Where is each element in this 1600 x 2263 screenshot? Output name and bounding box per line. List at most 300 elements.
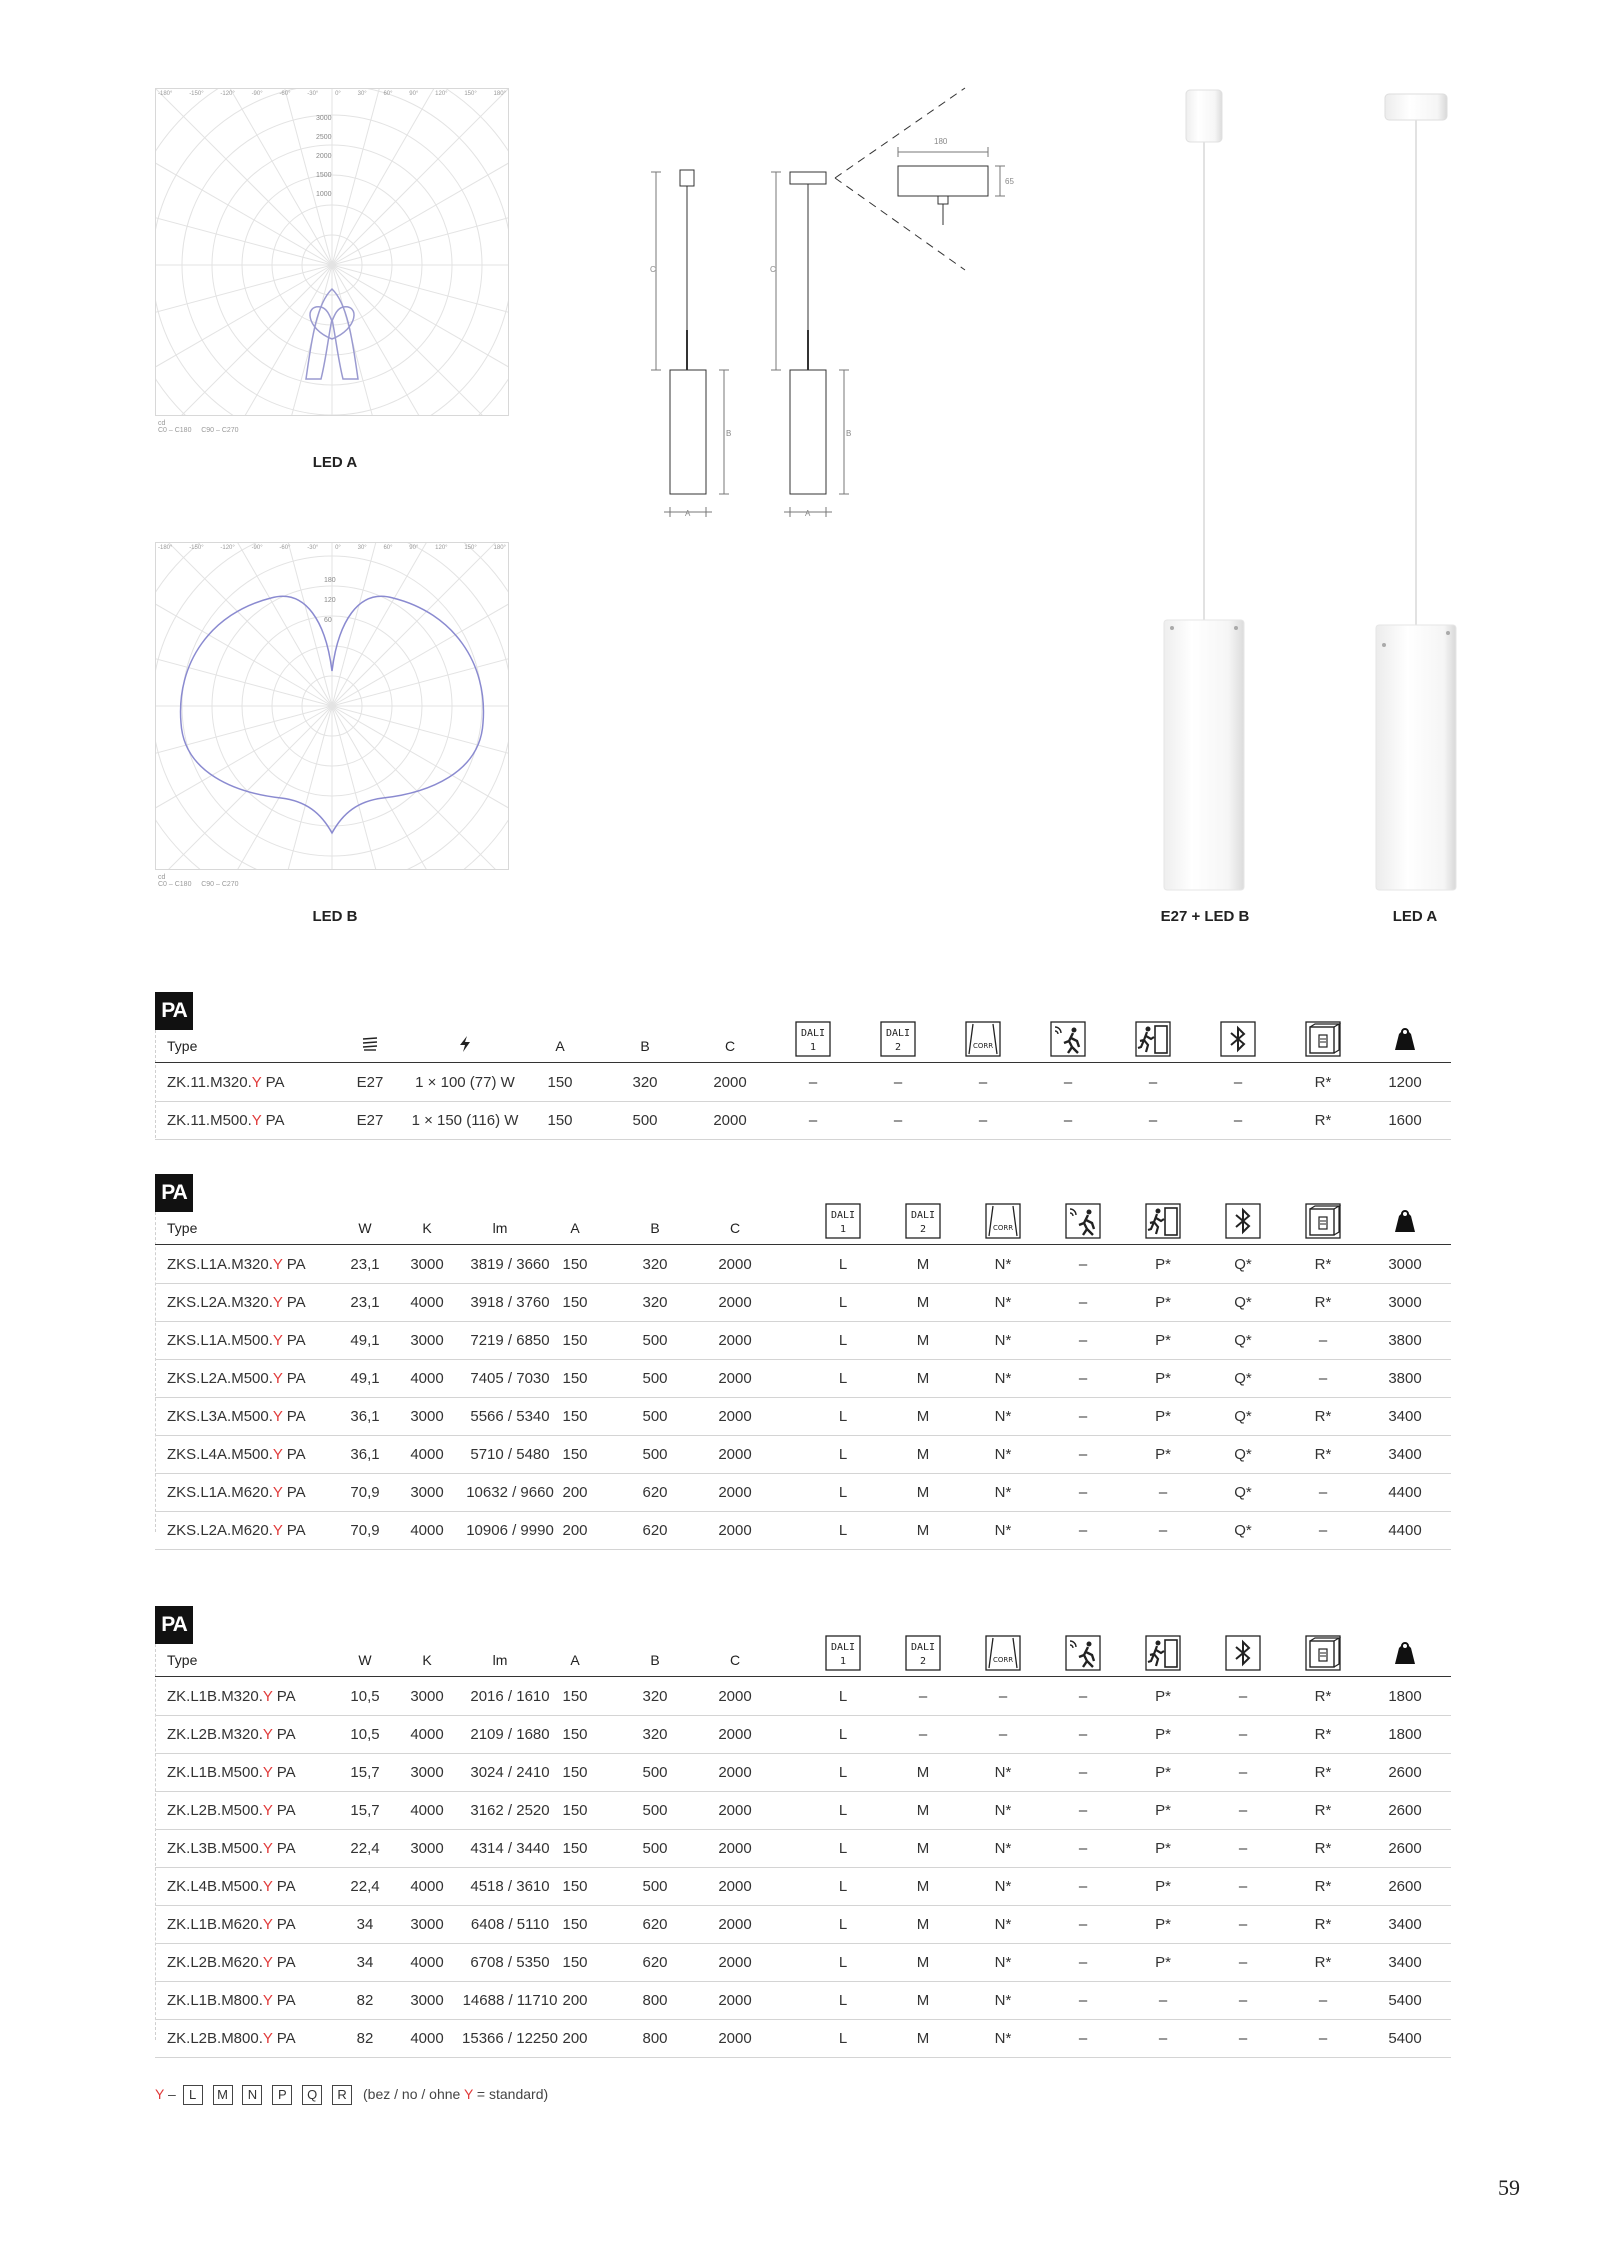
table-row — [155, 1867, 1451, 1906]
type-code — [167, 1332, 306, 1349]
cell-sensor: – — [1078, 1764, 1088, 1781]
cell-b: 500 — [642, 1370, 668, 1387]
cell-sensor: – — [1078, 1522, 1088, 1539]
cell-dali1: L — [838, 1294, 848, 1311]
cell-dali1: – — [808, 1112, 818, 1129]
technical-drawing — [640, 80, 1020, 520]
legend-item: C90 – C270 — [201, 881, 239, 888]
pa-badge: PA — [155, 1174, 193, 1212]
weight-icon — [1390, 1635, 1420, 1671]
cell-a: 150 — [547, 1112, 573, 1129]
dim-height: 65 — [1005, 177, 1014, 186]
cell-k: 3000 — [410, 1916, 444, 1933]
type-code-pre: ZK.L2B.M320. — [167, 1726, 263, 1743]
type-code-y: Y — [262, 1764, 273, 1781]
cell-dali2: M — [916, 1802, 930, 1819]
cell-box: R* — [1314, 1916, 1332, 1933]
svg-text:DALI: DALI — [800, 1028, 826, 1039]
col-c: C — [724, 1038, 736, 1054]
polar-angle: -120° — [220, 545, 235, 551]
variant-box: Q — [302, 2085, 322, 2105]
cell-sensor: – — [1078, 1954, 1088, 1971]
cell-bluetooth: Q* — [1234, 1294, 1252, 1311]
cell-box: R* — [1314, 1764, 1332, 1781]
cell-corr: N* — [994, 1916, 1012, 1933]
cell-k: 4000 — [410, 1878, 444, 1895]
cell-dali1: L — [838, 1332, 848, 1349]
dali-2-icon — [905, 1635, 941, 1671]
cell-w: 10,5 — [350, 1688, 380, 1705]
table-header — [155, 1632, 1451, 1677]
dali-1-icon — [795, 1021, 831, 1057]
cell-corr: N* — [994, 1522, 1012, 1539]
cell-b: 620 — [642, 1916, 668, 1933]
dim-a-right: A — [805, 509, 811, 518]
cell-dali1: L — [838, 1992, 848, 2009]
table-row — [155, 1981, 1451, 2020]
polar-angle: 90° — [409, 91, 419, 97]
type-code — [167, 1916, 296, 1933]
cell-sensor: – — [1063, 1074, 1073, 1091]
battery-box-icon — [1305, 1635, 1341, 1671]
cell-corr: N* — [994, 1256, 1012, 1273]
polar-angle: -30° — [307, 545, 319, 551]
type-code-post: PA — [261, 1074, 285, 1091]
type-code-post: PA — [272, 1802, 296, 1819]
table-row — [155, 1943, 1451, 1982]
cell-c: 2000 — [718, 1332, 752, 1349]
table-e27 — [155, 992, 1451, 1152]
cell-k: 3000 — [410, 1408, 444, 1425]
pa-badge: PA — [155, 1606, 193, 1644]
cell-k: 3000 — [410, 1256, 444, 1273]
cell-dali2: M — [916, 1256, 930, 1273]
cell-box: – — [1318, 1332, 1328, 1349]
cell-w: 34 — [356, 1916, 374, 1933]
type-code-pre: ZK.L1B.M320. — [167, 1688, 263, 1705]
cell-b: 620 — [642, 1522, 668, 1539]
type-code-post: PA — [272, 1954, 296, 1971]
cell-w: 22,4 — [350, 1840, 380, 1857]
variant-box: N — [242, 2085, 262, 2105]
cell-weight: 4400 — [1388, 1522, 1422, 1539]
cell-k: 3000 — [410, 1992, 444, 2009]
table-led-b — [155, 1606, 1451, 2076]
cell-b: 320 — [642, 1726, 668, 1743]
cell-sensor: – — [1078, 1688, 1088, 1705]
cell-weight: 2600 — [1388, 1764, 1422, 1781]
type-code-y: Y — [262, 1840, 273, 1857]
col-c: C — [729, 1220, 741, 1236]
col-type: Type — [167, 1038, 198, 1054]
table-row — [155, 1283, 1451, 1322]
col-b: B — [650, 1220, 660, 1236]
type-code-pre: ZKS.L1A.M500. — [167, 1332, 273, 1349]
cell-exit: P* — [1155, 1332, 1171, 1349]
cell-weight: 3800 — [1388, 1370, 1422, 1387]
cell-corr: – — [978, 1074, 988, 1091]
cell-dali1: L — [838, 1446, 848, 1463]
type-code-y: Y — [272, 1332, 283, 1349]
emergency-exit-icon — [1145, 1635, 1181, 1671]
cell-weight: 1600 — [1388, 1112, 1422, 1129]
cell-exit: P* — [1155, 1688, 1171, 1705]
polar-legend-b — [158, 874, 239, 888]
dali-2-icon — [880, 1021, 916, 1057]
cell-exit: – — [1148, 1074, 1158, 1091]
polar-unit: cd — [158, 420, 166, 427]
corridor-icon — [965, 1021, 1001, 1057]
cell-dali2: M — [916, 1446, 930, 1463]
cell-weight: 1800 — [1388, 1688, 1422, 1705]
type-code-post: PA — [282, 1370, 306, 1387]
svg-text:DALI: DALI — [830, 1210, 856, 1221]
type-code — [167, 1294, 306, 1311]
legend-item: C0 – C180 — [158, 881, 192, 888]
cell-a: 150 — [562, 1802, 588, 1819]
cell-b: 500 — [642, 1802, 668, 1819]
emergency-exit-icon — [1135, 1021, 1171, 1057]
footnote-dash: – — [164, 2086, 176, 2102]
cell-w: 49,1 — [350, 1332, 380, 1349]
cell-box: – — [1318, 1992, 1328, 2009]
footnote-text: (bez / no / ohne — [363, 2086, 464, 2102]
cell-exit: – — [1158, 1522, 1168, 1539]
cell-a: 150 — [562, 1954, 588, 1971]
cell-sensor: – — [1078, 1256, 1088, 1273]
cell-lm: 10632 / 9660 — [466, 1484, 554, 1501]
polar-angle: 120° — [435, 91, 448, 97]
cell-sensor: – — [1078, 1916, 1088, 1933]
table-row — [155, 1321, 1451, 1360]
type-code — [167, 1522, 306, 1539]
cell-k: 3000 — [410, 1332, 444, 1349]
cell-c: 2000 — [718, 1726, 752, 1743]
dim-b-left: B — [726, 429, 732, 438]
cell-bluetooth: – — [1233, 1112, 1243, 1129]
cell-c: 2000 — [718, 1764, 752, 1781]
type-code-y: Y — [262, 1802, 273, 1819]
cell-exit: P* — [1155, 1294, 1171, 1311]
cell-c: 2000 — [718, 1992, 752, 2009]
cell-lm: 3819 / 3660 — [470, 1256, 550, 1273]
cell-dali1: L — [838, 1802, 848, 1819]
table-row — [155, 1677, 1451, 1716]
table-row — [155, 1905, 1451, 1944]
product-caption-right: LED A — [1392, 908, 1438, 925]
cell-sensor: – — [1078, 1802, 1088, 1819]
cell-lm: 2016 / 1610 — [470, 1688, 550, 1705]
cell-sensor: – — [1078, 1840, 1088, 1857]
polar-angle: -90° — [251, 545, 263, 551]
cell-bluetooth: – — [1233, 1074, 1243, 1091]
cell-c: 2000 — [718, 1878, 752, 1895]
dali-1-icon — [825, 1203, 861, 1239]
cell-a: 150 — [562, 1688, 588, 1705]
bluetooth-icon — [1225, 1203, 1261, 1239]
table-row — [155, 1397, 1451, 1436]
type-code — [167, 1446, 306, 1463]
cell-exit: – — [1158, 2030, 1168, 2047]
table-row — [155, 1829, 1451, 1868]
polar-value: 2000 — [316, 153, 332, 160]
cell-b: 620 — [642, 1954, 668, 1971]
svg-text:CORR: CORR — [992, 1656, 1014, 1664]
polar-angle: -60° — [279, 91, 291, 97]
type-code — [167, 1408, 306, 1425]
variant-footnote — [155, 2085, 548, 2105]
type-code-pre: ZK.11.M320. — [167, 1074, 252, 1091]
cell-box: R* — [1314, 1408, 1332, 1425]
cell-lm: 15366 / 12250 — [462, 2030, 558, 2047]
type-code — [167, 1954, 296, 1971]
polar-value: 60 — [324, 617, 332, 624]
cell-corr: N* — [994, 1332, 1012, 1349]
cell-exit: – — [1158, 1992, 1168, 2009]
cell-box: R* — [1314, 1446, 1332, 1463]
cell-w: 22,4 — [350, 1878, 380, 1895]
cell-exit: – — [1158, 1484, 1168, 1501]
type-code-post: PA — [272, 1878, 296, 1895]
cell-box: – — [1318, 2030, 1328, 2047]
table-row — [155, 1715, 1451, 1754]
table-led-a — [155, 1174, 1451, 1564]
cell-corr: – — [998, 1688, 1008, 1705]
col-a: A — [570, 1652, 580, 1668]
cell-bluetooth: – — [1238, 1764, 1248, 1781]
type-code-y: Y — [272, 1370, 283, 1387]
product-caption-left: E27 + LED B — [1160, 908, 1250, 925]
bluetooth-icon — [1225, 1635, 1261, 1671]
type-code-post: PA — [282, 1332, 306, 1349]
polar-angle: -60° — [279, 545, 291, 551]
power-icon — [445, 1035, 485, 1056]
cell-lm: 7219 / 6850 — [470, 1332, 550, 1349]
cell-dali1: L — [838, 1484, 848, 1501]
cell-k: 4000 — [410, 1294, 444, 1311]
type-code-y: Y — [272, 1446, 283, 1463]
polar-angle: 60° — [383, 545, 393, 551]
cell-c: 2000 — [718, 1802, 752, 1819]
col-k: K — [422, 1220, 432, 1236]
cell-box: R* — [1314, 1840, 1332, 1857]
footnote-text-end: = standard) — [473, 2086, 549, 2102]
variant-box: M — [213, 2085, 233, 2105]
cell-a: 200 — [562, 1522, 588, 1539]
cell-box: R* — [1314, 1688, 1332, 1705]
svg-text:1: 1 — [839, 1656, 847, 1667]
type-code — [167, 1726, 296, 1743]
cell-box: – — [1318, 1484, 1328, 1501]
cell-weight: 3800 — [1388, 1332, 1422, 1349]
cell-exit: P* — [1155, 1954, 1171, 1971]
type-code-post: PA — [272, 1764, 296, 1781]
cell-exit: – — [1148, 1112, 1158, 1129]
cell-sensor: – — [1078, 1446, 1088, 1463]
table-row — [155, 1063, 1451, 1102]
cell-bluetooth: Q* — [1234, 1446, 1252, 1463]
cell-a: 150 — [562, 1446, 588, 1463]
polar-angle: -180° — [158, 545, 173, 551]
cell-w: 15,7 — [350, 1802, 380, 1819]
cell-c: 2000 — [718, 1370, 752, 1387]
table-row — [155, 1101, 1451, 1140]
table-row — [155, 1245, 1451, 1284]
cell-power: 1 × 100 (77) W — [415, 1074, 515, 1091]
cell-sensor: – — [1078, 1294, 1088, 1311]
cell-w: 70,9 — [350, 1484, 380, 1501]
polar-angle: -30° — [307, 91, 319, 97]
cell-dali2: M — [916, 1992, 930, 2009]
cell-lm: 5566 / 5340 — [470, 1408, 550, 1425]
type-code — [167, 1256, 306, 1273]
type-code-y: Y — [262, 1916, 273, 1933]
cell-dali2: M — [916, 1764, 930, 1781]
polar-angle: 30° — [357, 91, 367, 97]
type-code — [167, 1802, 296, 1819]
cell-bluetooth: – — [1238, 1992, 1248, 2009]
cell-k: 3000 — [410, 1484, 444, 1501]
type-code-post: PA — [272, 1992, 296, 2009]
type-code-y: Y — [262, 2030, 273, 2047]
footnote-y: Y — [155, 2086, 165, 2102]
weight-icon — [1390, 1021, 1420, 1057]
cell-k: 3000 — [410, 1764, 444, 1781]
legend-item: C90 – C270 — [201, 427, 239, 434]
cell-bluetooth: Q* — [1234, 1484, 1252, 1501]
type-code-pre: ZKS.L1A.M320. — [167, 1256, 273, 1273]
type-code-y: Y — [262, 1878, 273, 1895]
cell-a: 150 — [547, 1074, 573, 1091]
cell-b: 320 — [642, 1294, 668, 1311]
type-code — [167, 1764, 296, 1781]
cell-c: 2000 — [718, 1294, 752, 1311]
legend-item: C0 – C180 — [158, 427, 192, 434]
polar-angle: 180° — [493, 545, 506, 551]
cell-socket: E27 — [356, 1074, 384, 1091]
cell-a: 200 — [562, 1992, 588, 2009]
svg-text:2: 2 — [919, 1224, 927, 1235]
cell-b: 500 — [642, 1878, 668, 1895]
col-k: K — [422, 1652, 432, 1668]
cell-weight: 5400 — [1388, 1992, 1422, 2009]
cell-b: 500 — [642, 1840, 668, 1857]
cell-k: 4000 — [410, 1954, 444, 1971]
cell-a: 150 — [562, 1294, 588, 1311]
motion-sensor-icon — [1065, 1635, 1101, 1671]
col-b: B — [650, 1652, 660, 1668]
cell-c: 2000 — [718, 1484, 752, 1501]
cell-k: 3000 — [410, 1840, 444, 1857]
type-code-y: Y — [272, 1256, 283, 1273]
cell-dali1: – — [808, 1074, 818, 1091]
polar-value: 2500 — [316, 134, 332, 141]
cell-b: 500 — [642, 1408, 668, 1425]
cell-weight: 1200 — [1388, 1074, 1422, 1091]
type-code-pre: ZKS.L3A.M500. — [167, 1408, 273, 1425]
cell-corr: N* — [994, 1802, 1012, 1819]
col-lm: lm — [492, 1220, 508, 1236]
table-row — [155, 1473, 1451, 1512]
polar-angle: -90° — [251, 91, 263, 97]
type-code-post: PA — [282, 1522, 306, 1539]
cell-dali2: – — [893, 1112, 903, 1129]
svg-text:DALI: DALI — [830, 1642, 856, 1653]
cell-w: 15,7 — [350, 1764, 380, 1781]
cell-b: 500 — [642, 1332, 668, 1349]
type-code-y: Y — [262, 1954, 273, 1971]
cell-dali2: M — [916, 1840, 930, 1857]
cell-w: 23,1 — [350, 1256, 380, 1273]
cell-lm: 6708 / 5350 — [470, 1954, 550, 1971]
pa-badge: PA — [155, 992, 193, 1030]
cell-dali2: – — [918, 1688, 928, 1705]
dim-c-right: C — [770, 265, 776, 274]
svg-text:DALI: DALI — [885, 1028, 911, 1039]
cell-corr: N* — [994, 1840, 1012, 1857]
cell-box: R* — [1314, 1112, 1332, 1129]
cell-box: R* — [1314, 1074, 1332, 1091]
table-row — [155, 1791, 1451, 1830]
type-code-pre: ZK.L2B.M620. — [167, 1954, 263, 1971]
cell-b: 320 — [642, 1688, 668, 1705]
cell-lm: 3024 / 2410 — [470, 1764, 550, 1781]
cell-lm: 3918 / 3760 — [470, 1294, 550, 1311]
cell-box: R* — [1314, 1802, 1332, 1819]
dim-b-right: B — [846, 429, 852, 438]
col-a: A — [570, 1220, 580, 1236]
type-code — [167, 1112, 285, 1129]
type-code-post: PA — [282, 1294, 306, 1311]
cell-corr: – — [978, 1112, 988, 1129]
page-number: 59 — [1498, 2175, 1520, 2200]
cell-dali2: M — [916, 1332, 930, 1349]
battery-box-icon — [1305, 1203, 1341, 1239]
cell-exit: P* — [1155, 1446, 1171, 1463]
variant-box: P — [272, 2085, 292, 2105]
type-code-pre: ZK.L2B.M500. — [167, 1802, 263, 1819]
cell-b: 800 — [642, 1992, 668, 2009]
cell-exit: P* — [1155, 1726, 1171, 1743]
cell-w: 36,1 — [350, 1408, 380, 1425]
type-code-pre: ZK.L1B.M800. — [167, 1992, 263, 2009]
product-photo-e27-led-b — [1150, 80, 1270, 900]
cell-lm: 5710 / 5480 — [470, 1446, 550, 1463]
cell-b: 320 — [632, 1074, 658, 1091]
table-row — [155, 1435, 1451, 1474]
type-code-y: Y — [272, 1294, 283, 1311]
cell-c: 2000 — [718, 1840, 752, 1857]
cell-dali2: M — [916, 1954, 930, 1971]
cell-corr: N* — [994, 1954, 1012, 1971]
cell-sensor: – — [1078, 1992, 1088, 2009]
type-code-post: PA — [272, 1916, 296, 1933]
cell-a: 150 — [562, 1764, 588, 1781]
cell-box: – — [1318, 1370, 1328, 1387]
cell-dali1: L — [838, 1954, 848, 1971]
polar-grid-a — [156, 89, 508, 415]
cell-a: 150 — [562, 1256, 588, 1273]
cell-weight: 4400 — [1388, 1484, 1422, 1501]
type-code-pre: ZK.L2B.M800. — [167, 2030, 263, 2047]
cell-a: 150 — [562, 1878, 588, 1895]
polar-unit: cd — [158, 874, 166, 881]
cell-weight: 3000 — [1388, 1256, 1422, 1273]
type-code-post: PA — [261, 1112, 285, 1129]
svg-text:DALI: DALI — [910, 1210, 936, 1221]
cell-sensor: – — [1078, 1332, 1088, 1349]
table-row — [155, 1511, 1451, 1550]
